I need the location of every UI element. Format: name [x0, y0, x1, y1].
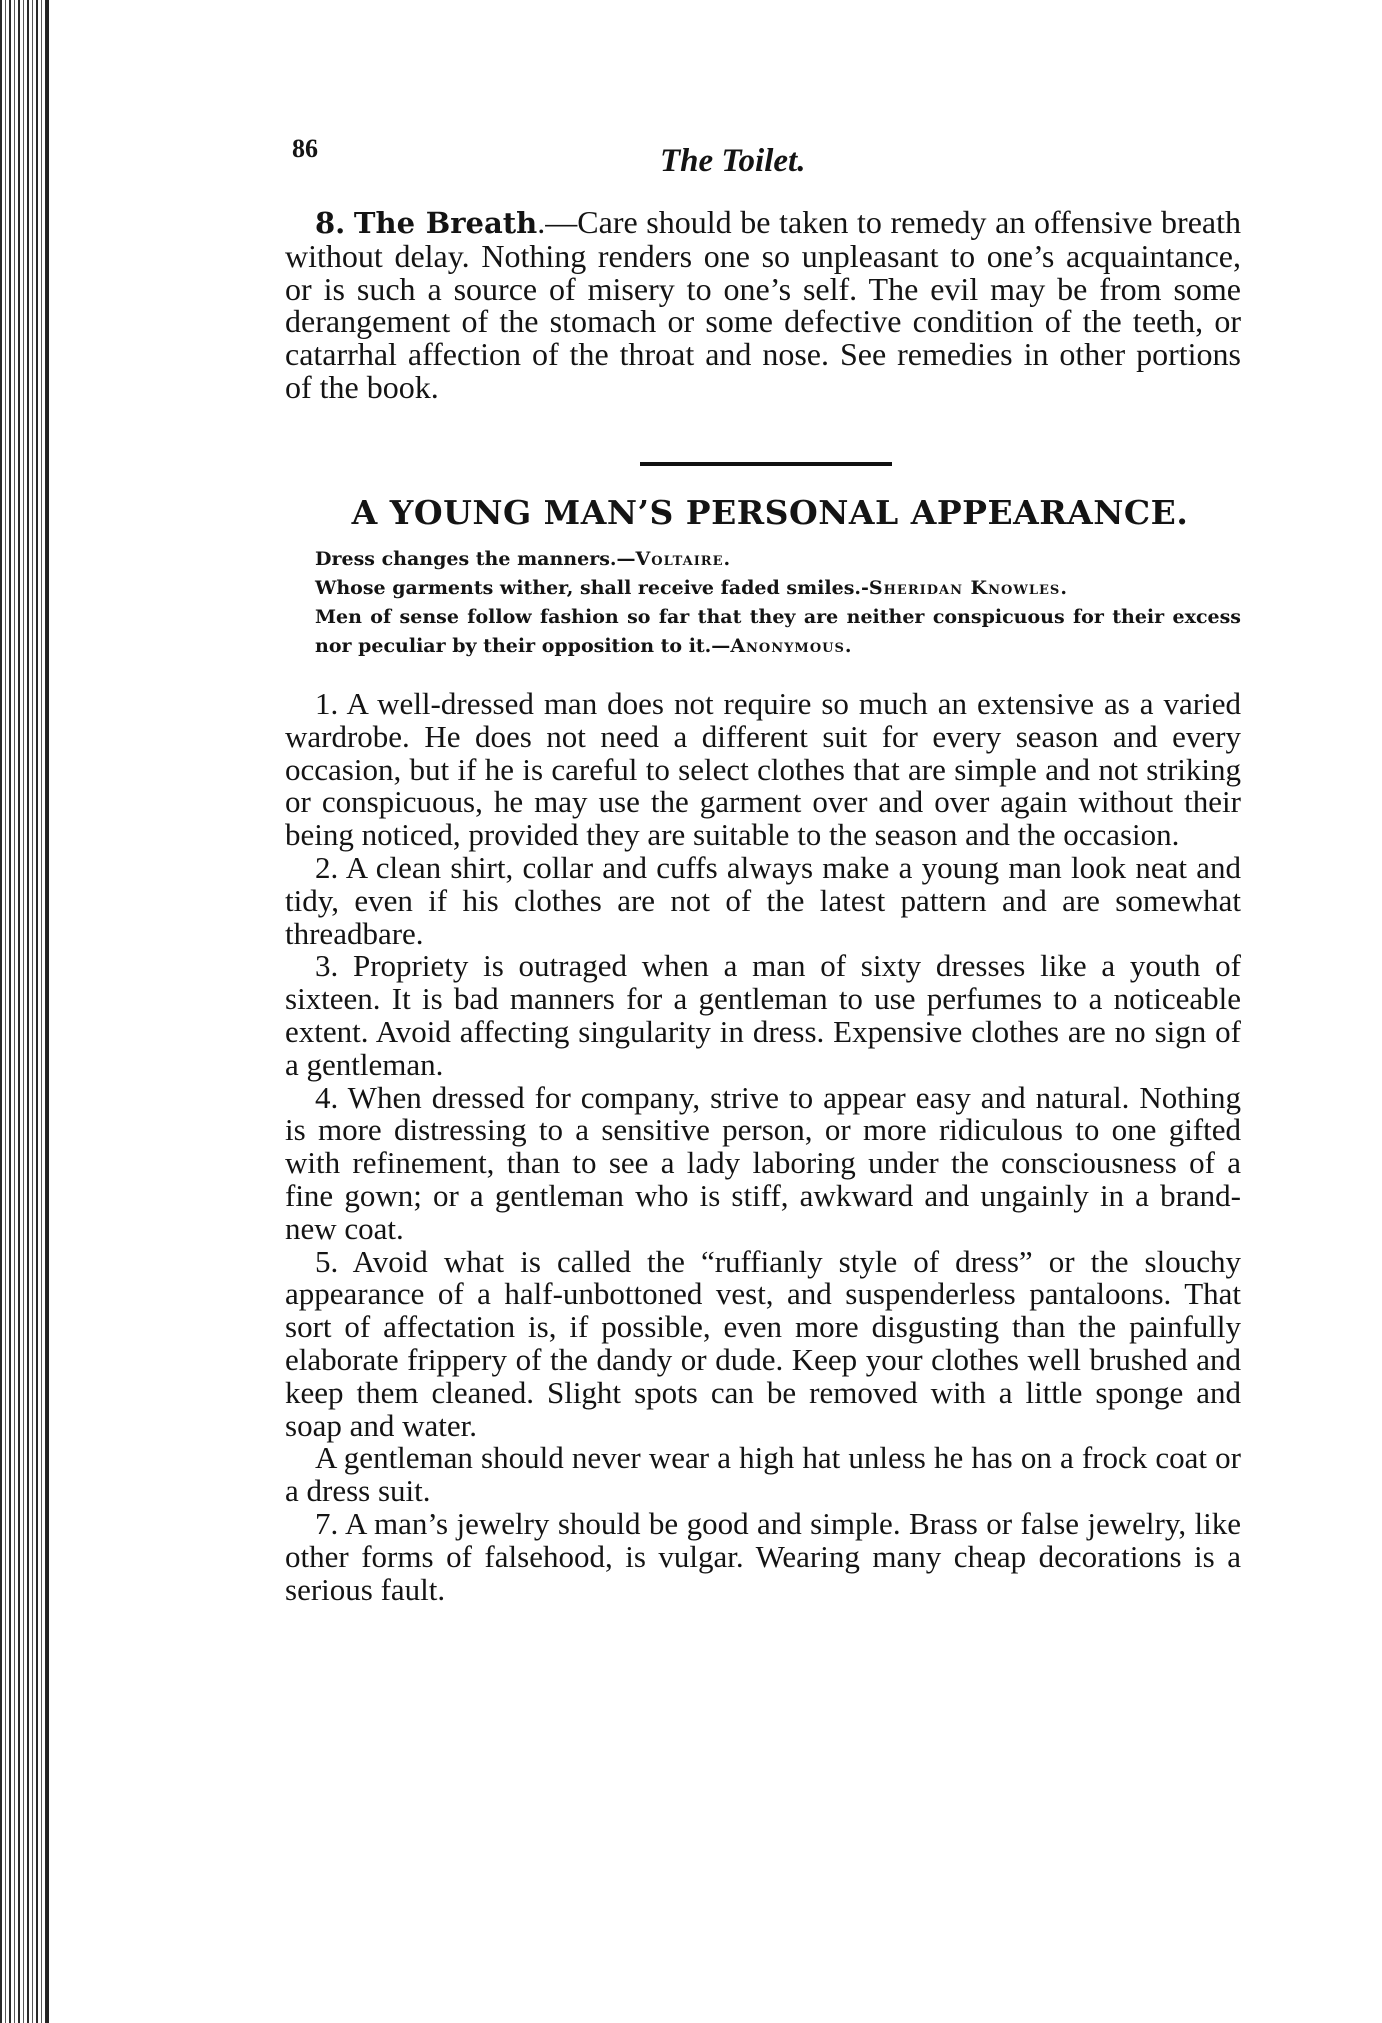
- epigraph-quote: [285, 603, 1241, 661]
- running-head: The Toilet.: [660, 143, 806, 179]
- epigraph-quotes: [285, 545, 1241, 661]
- breath-paragraph: [285, 206, 1241, 404]
- breath-item-title: The Breath: [353, 206, 538, 240]
- paragraph-item-4: 4. When dressed for company, strive to appear easy and natural. Nothing is more distressing to a sensitive person, or more ridiculous to one gifted with refinement, than to see a lady laboring under the consciousness of a fine gown; or a gentleman who is stiff, awkward and ungainly in a brand-new coat.: [285, 1079, 1241, 1246]
- quote-author: Voltaire.: [635, 548, 732, 570]
- quote-author: Sheridan Knowles.: [868, 577, 1068, 599]
- quote-text: Men of sense follow fashion so far that they are neither conspicuous for their excess nor peculiar by their opposition to it.—: [315, 606, 1241, 657]
- breath-item-text: .—Care should be taken to remedy an offensive breath without delay. Nothing renders one so unpleasant to one’s acquaintance, or is such a source of misery to one’s self. The evil may be from some derangement of the stomach or some defective condition of the teeth, or catarrhal affection of the throat and nose. See remedies in other portions of the book.: [285, 204, 1241, 405]
- paragraph-item-5: 5. Avoid what is called the “ruffianly style of dress” or the slouchy appearance of a half-unbottoned vest, and suspenderless pantaloons. That sort of affectation is, if possible, even more disgusting than the painfully elaborate frippery of the dandy or dude. Keep your clothes well brushed and keep them cleaned. Slight spots can be removed with a little sponge and soap and water.: [285, 1243, 1241, 1443]
- paragraph-item-7: 7. A man’s jewelry should be good and simple. Brass or false jewelry, like other forms of falsehood, is vulgar. Wearing many cheap decorations is a serious fault.: [285, 1505, 1241, 1607]
- quote-text: Whose garments wither, shall receive faded smiles.-: [315, 577, 869, 599]
- section-heading: A YOUNG MAN’S PERSONAL APPEARANCE.: [351, 493, 1189, 532]
- quote-text: Dress changes the manners.—: [315, 548, 636, 570]
- page-number: 86: [292, 134, 318, 163]
- paragraph-item-1: 1. A well-dressed man does not require so much an extensive as a varied wardrobe. He does not need a different suit for every season and every occasion, but if he is careful to select clothes that are simple and not striking or conspicuous, he may use the garment over and over again without their being noticed, provided they are suitable to the season and the occasion.: [285, 686, 1241, 853]
- epigraph-quote: [285, 574, 1241, 603]
- epigraph-quote: [285, 545, 1241, 574]
- section-divider: [640, 462, 892, 466]
- paragraph-item-3: 3. Propriety is outraged when a man of sixty dresses like a youth of sixteen. It is bad manners for a gentleman to use perfumes to a noticeable extent. Avoid affecting singularity in dress. Expensive clothes are no sign of a gentleman.: [285, 948, 1241, 1082]
- breath-item-number: 8.: [315, 206, 346, 240]
- quote-author: Anonymous.: [730, 635, 853, 657]
- paragraph-hat-note: A gentleman should never wear a high hat unless he has on a frock coat or a dress suit.: [285, 1440, 1241, 1509]
- paragraph-item-2: 2. A clean shirt, collar and cuffs always make a young man look neat and tidy, even if his clothes are not of the latest pattern and are somewhat threadbare.: [285, 849, 1241, 951]
- numbered-paragraphs: [285, 688, 1241, 1606]
